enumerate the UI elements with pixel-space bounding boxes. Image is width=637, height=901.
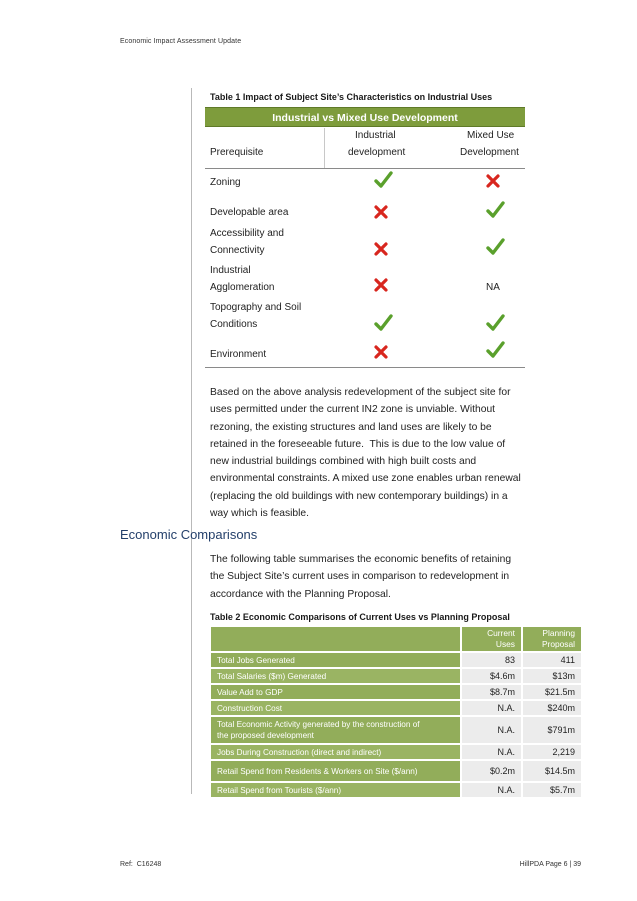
table2-row-label: Total Salaries ($m) Generated: [211, 669, 460, 683]
table1-row-label: Developable area: [210, 207, 289, 218]
table-row: [211, 669, 581, 683]
table2-proposal-value: $791m: [523, 717, 581, 743]
table2-row-label: Value Add to GDP: [211, 685, 460, 699]
table1-row-label: Accessibility and: [210, 228, 284, 239]
table2-header-blank: [211, 627, 460, 651]
green-check-icon: [485, 313, 505, 333]
table-row: [211, 783, 581, 797]
table1-header-divider: [324, 128, 325, 168]
table1-header-rule: [205, 168, 525, 169]
green-check-icon: [373, 313, 393, 333]
table2-row-label: Retail Spend from Residents & Workers on Site ($/ann): [211, 761, 460, 781]
table1-row-label: Connectivity: [210, 245, 265, 256]
paragraph-line: Based on the above analysis redevelopment of the subject site for: [210, 387, 511, 398]
table2-proposal-value: 2,219: [523, 745, 581, 759]
paragraph-line: environmental constraints. A mixed use zone enables urban renewal: [210, 473, 521, 485]
margin-rule: [191, 88, 192, 794]
table1-row-label: Zoning: [210, 177, 241, 188]
table-row: [211, 717, 581, 743]
footer-page-number: HillPDA Page 6 | 39: [519, 861, 581, 868]
table2-row-label-line: the proposed development: [217, 731, 314, 740]
table2-caption: Table 2 Economic Comparisons of Current Uses vs Planning Proposal: [210, 612, 510, 622]
table1-row-label: Environment: [210, 349, 267, 360]
table1-header-mixed-2: Development: [460, 147, 519, 158]
paragraph-line: (replacing the old buildings with new contemporary buildings) in a: [210, 490, 508, 502]
table1-row-label: Conditions: [210, 319, 258, 330]
table2-row-label: Total Jobs Generated: [211, 653, 460, 667]
table1-header-prerequisite: Prerequisite: [210, 147, 264, 158]
table2-proposal-value: 411: [523, 653, 581, 667]
paragraph-line: retained in the foreseeable future. This is due to the low value of: [210, 438, 506, 450]
red-cross-icon: [371, 202, 391, 222]
paragraph-line: The following table summarises the economic benefits of retaining: [210, 554, 512, 565]
table2-proposal-value: $21.5m: [523, 685, 581, 699]
table2-row-label: Construction Cost: [211, 701, 460, 715]
table1-row-label: Agglomeration: [210, 282, 275, 293]
table-row: [211, 701, 581, 715]
green-check-icon: [373, 170, 393, 190]
table1-na-value: NA: [486, 282, 500, 293]
table2-current-value: N.A.: [462, 745, 521, 759]
table2-current-value: $0.2m: [462, 761, 521, 781]
table2-header-current-line: Current: [487, 628, 515, 638]
table2-proposal-value: $14.5m: [523, 761, 581, 781]
intro-paragraph: [210, 551, 570, 603]
table1-header-industrial-1: Industrial: [355, 130, 396, 141]
table2-header-current-line: Uses: [495, 639, 515, 649]
table2-row-label-line: Total Economic Activity generated by the construction of: [217, 720, 420, 729]
red-cross-icon: [483, 171, 503, 191]
table-row: [211, 653, 581, 667]
table2-proposal-value: $5.7m: [523, 783, 581, 797]
running-header: Economic Impact Assessment Update: [120, 38, 242, 45]
table2-row-label: Retail Spend from Tourists ($/ann): [211, 783, 460, 797]
red-cross-icon: [371, 239, 391, 259]
footer-ref: Ref: C16248: [120, 861, 162, 868]
analysis-paragraph: [210, 384, 570, 522]
table2-header-proposal: [523, 627, 581, 651]
green-check-icon: [485, 200, 505, 220]
table1-band-title: Industrial vs Mixed Use Development: [205, 107, 525, 127]
paragraph-line: uses permitted under the current IN2 zone is unviable. Without: [210, 404, 496, 416]
table-row: [211, 685, 581, 699]
table1-caption: Table 1 Impact of Subject Site’s Characteristics on Industrial Uses: [210, 92, 493, 102]
green-check-icon: [485, 340, 505, 360]
paragraph-line: way which is feasible.: [210, 508, 310, 520]
green-check-icon: [485, 237, 505, 257]
table2-current-value: $8.7m: [462, 685, 521, 699]
red-cross-icon: [371, 342, 391, 362]
table1-row-label: Industrial: [210, 265, 251, 276]
table2-header-row: [211, 627, 581, 651]
table2-current-value: N.A.: [462, 783, 521, 797]
table1-header-mixed-1: Mixed Use: [467, 130, 515, 141]
table2-current-value: N.A.: [462, 701, 521, 715]
section-heading: Economic Comparisons: [120, 527, 258, 542]
table2-current-value: 83: [462, 653, 521, 667]
table2-row-label: [211, 717, 460, 743]
paragraph-line: accordance with the Planning Proposal.: [210, 588, 391, 600]
table-row: [211, 761, 581, 781]
table2-row-label: Jobs During Construction (direct and indirect): [211, 745, 460, 759]
table2-proposal-value: $13m: [523, 669, 581, 683]
red-cross-icon: [371, 275, 391, 295]
paragraph-line: new industrial buildings combined with high built costs and: [210, 456, 477, 468]
table-row: [211, 745, 581, 759]
table2-current-value: $4.6m: [462, 669, 521, 683]
table2-header-proposal-line: Planning: [542, 628, 575, 638]
table1-row-label: Topography and Soil: [210, 302, 302, 313]
paragraph-line: the Subject Site’s current uses in comparison to redevelopment in: [210, 571, 510, 583]
table2-header-current: [462, 627, 521, 651]
table1-bottom-rule: [205, 367, 525, 368]
table2-header-proposal-line: Proposal: [541, 639, 575, 649]
table2-current-value: N.A.: [462, 717, 521, 743]
paragraph-line: rezoning, the existing structures and land uses are likely to be: [210, 421, 492, 433]
table1-header-industrial-2: development: [348, 147, 406, 158]
table2-proposal-value: $240m: [523, 701, 581, 715]
